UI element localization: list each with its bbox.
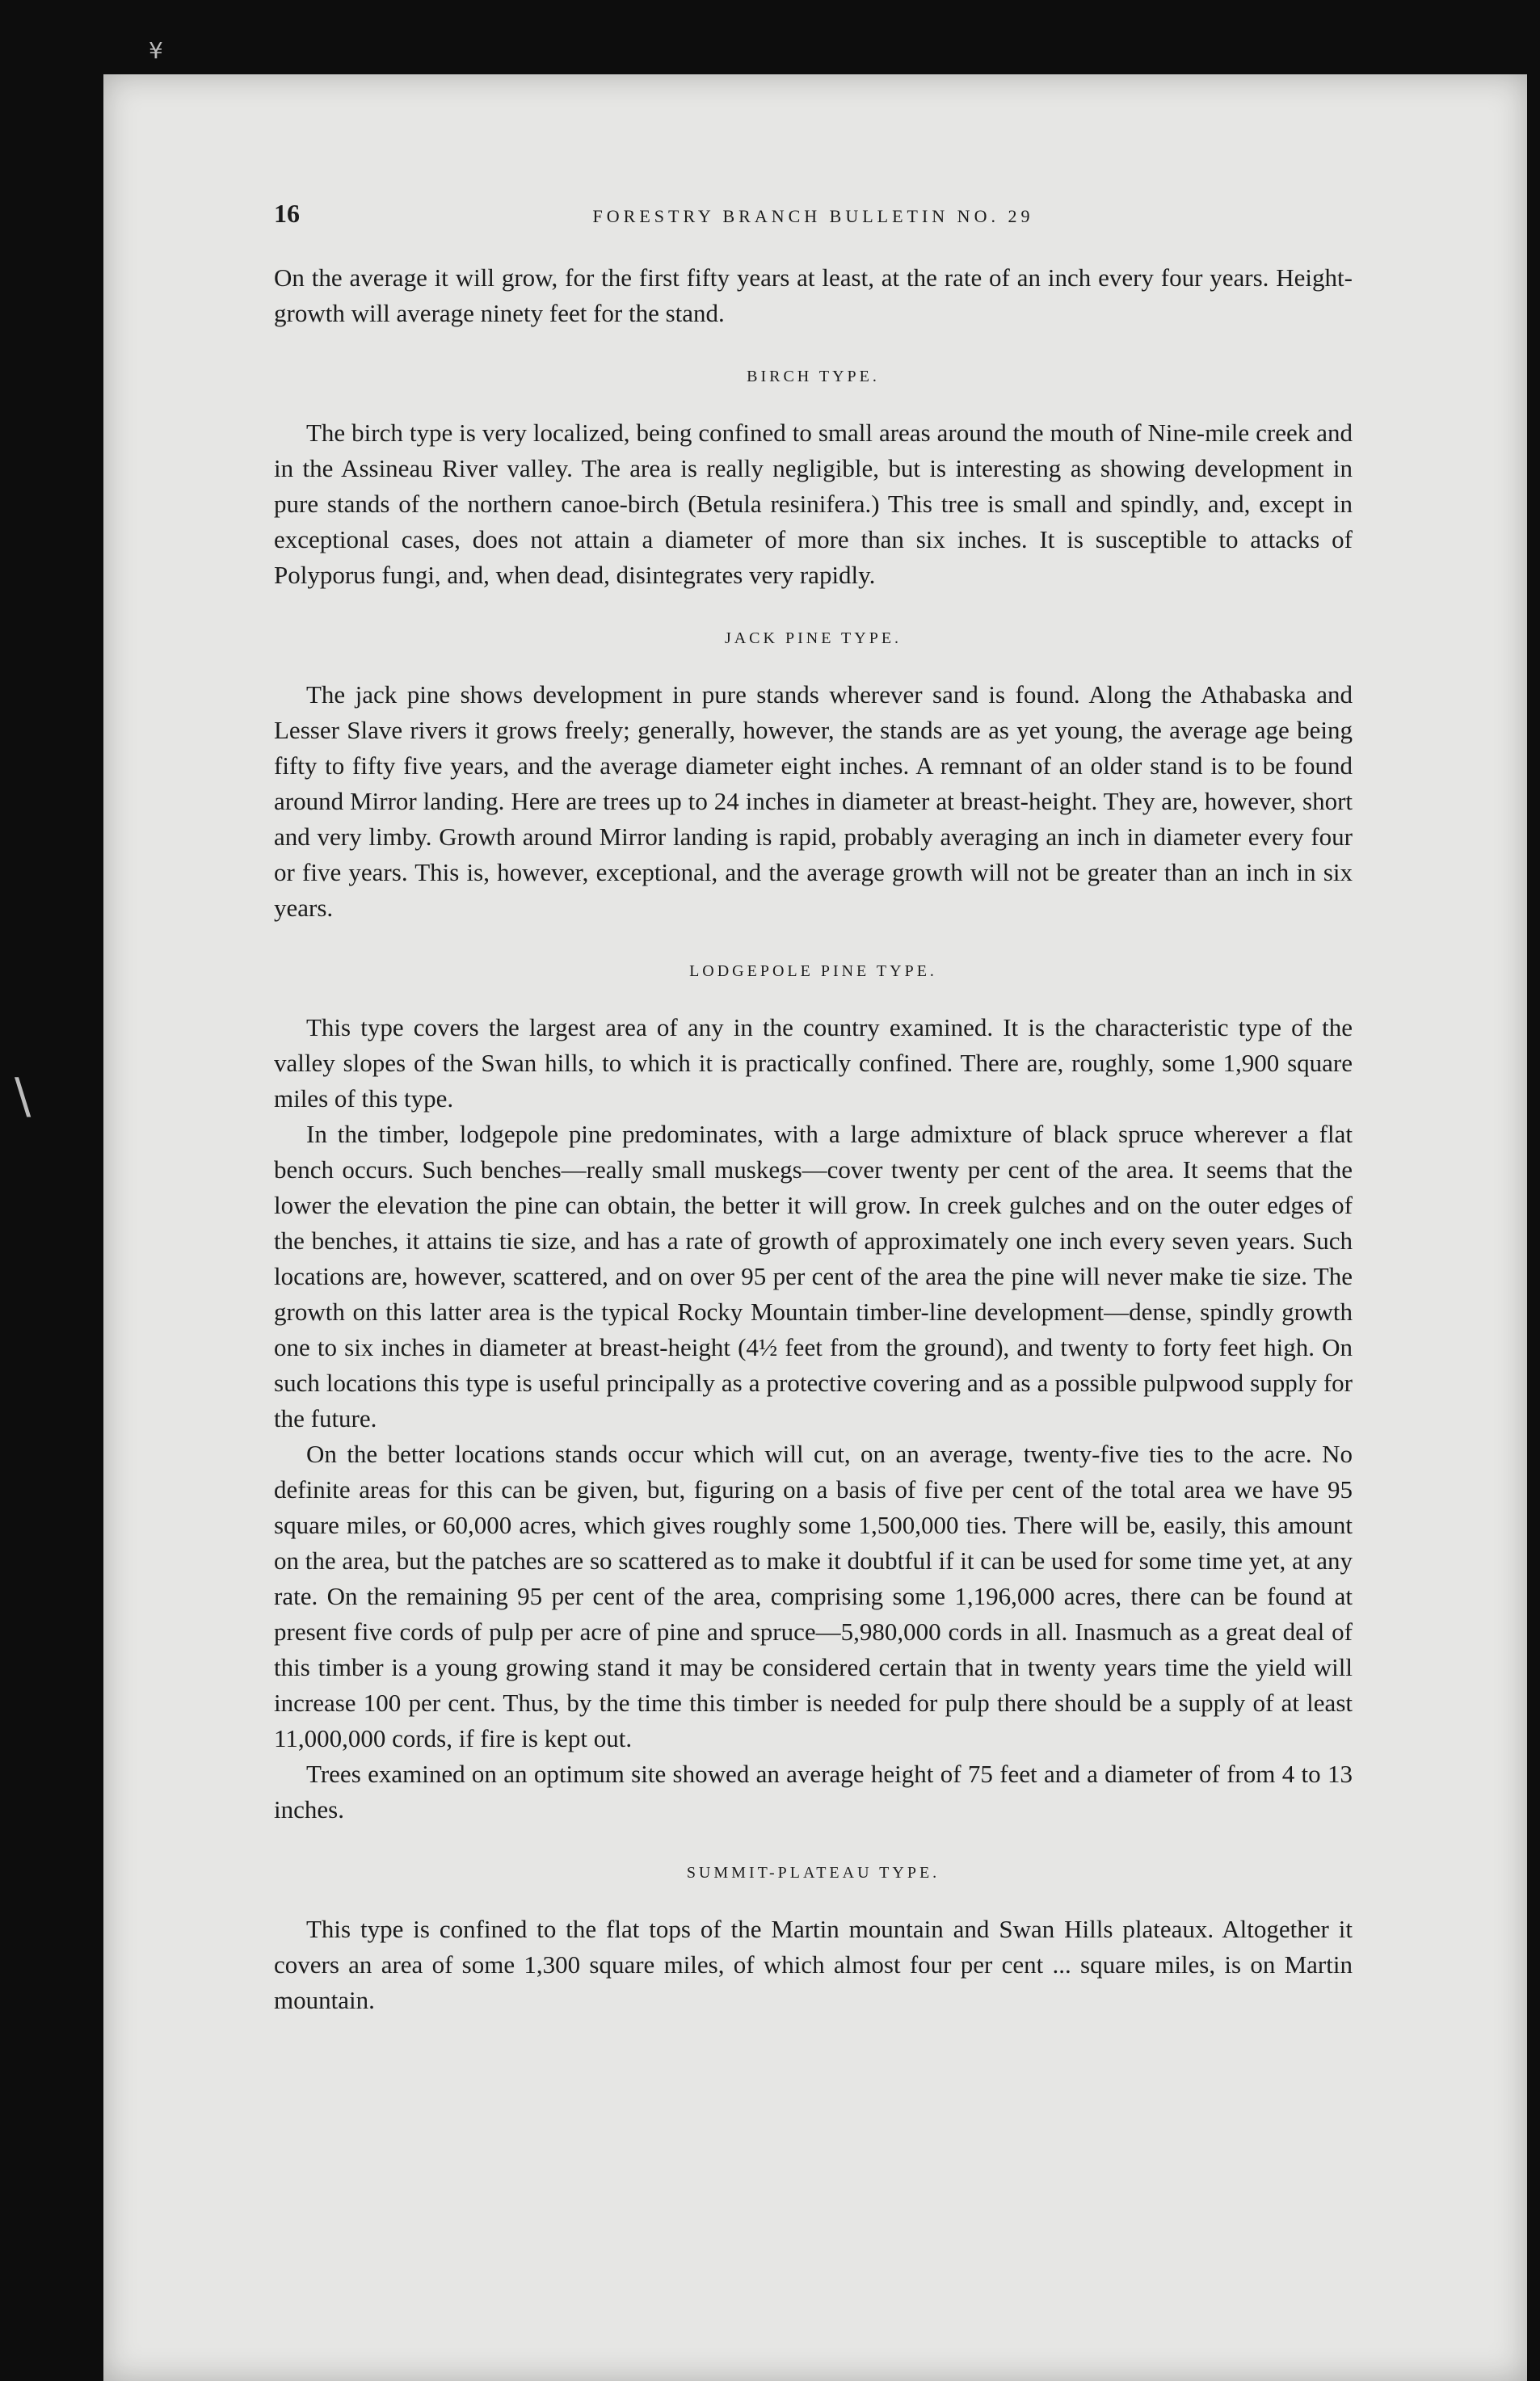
paragraph: The jack pine shows development in pure stands wherever sand is found. Along the Athabaska and Lesser Slave rivers it grows freely; generally, however, the stands are as yet young, the average age being fifty to fifty five years, and the average diameter eight inches. A remnant of an older stand is to be found around Mirror landing. Here are trees up to 24 inches in diameter at breast-height. They are, however, short and very limby. Growth around Mirror landing is rapid, probably averaging an inch in diameter every four or five years. This is, however, exceptional, and the average growth will not be greater than an inch in six years. (274, 680, 1353, 922)
section-intro (274, 260, 1353, 331)
section-heading: JACK PINE TYPE. (724, 629, 903, 647)
page-content (274, 196, 1353, 2018)
scanned-page (15, 37, 1527, 2381)
section-jack-pine-type (274, 620, 1353, 926)
scan-mark-top: ¥ (149, 37, 163, 64)
paragraph: The birch type is very localized, being confined to small areas around the mouth of Nine-mile creek and in the Assineau River valley. The area is really negligible, but is interesting as showing development in pure stands of the northern canoe-birch (Betula resinifera.) This tree is small and spindly, and, except in exceptional cases, does not attain a diameter of more than six inches. It is susceptible to attacks of Polyporus fungi, and, when dead, disintegrates very rapidly. (274, 419, 1353, 589)
section-heading: LODGEPOLE PINE TYPE. (689, 962, 937, 980)
page-number: 16 (274, 199, 300, 228)
paragraph: In the timber, lodgepole pine predominates, with a large admixture of black spruce wherever a flat bench occurs. Such benches—really small muskegs—cover twenty per cent of the area. It seems that the lower the elevation the pine can obtain, the better it will grow. In creek gulches and on the outer edges of the benches, it attains tie size, and has a rate of growth of approximately one inch every seven years. Such locations are, however, scattered, and on over 95 per cent of the area the pine will never make tie size. The growth on this latter area is the typical Rocky Mountain timber-line development—dense, spindly growth one to six inches in diameter at breast-height (4½ feet from the ground), and twenty to forty feet high. On such locations this type is useful principally as a protective covering and as a possible pulpwood supply for the future. (274, 1120, 1353, 1432)
paragraph: This type is confined to the flat tops of the Martin mountain and Swan Hills plateaux. Altogether it covers an area of some 1,300 square miles, of which almost four per cent ... square miles, is on Martin mountain. (274, 1915, 1353, 2014)
paragraph: On the average it will grow, for the first fifty years at least, at the rate of an inch every four years. Height-growth will average ninety feet for the stand. (274, 263, 1353, 327)
section-heading: SUMMIT-PLATEAU TYPE. (686, 1864, 940, 1882)
paragraph: On the better locations stands occur which will cut, on an average, twenty-five ties to the acre. No definite areas for this can be given, but, figuring on a basis of five per cent of the total area we have 95 square miles, or 60,000 acres, which gives roughly some 1,500,000 ties. There will be, easily, this amount on the area, but the patches are so scattered as to make it doubtful if it can be used for some time yet, at any rate. On the remaining 95 per cent of the area, comprising some 1,196,000 acres, there can be found at present five cords of pulp per acre of pine and spruce—5,980,000 cords in all. Inasmuch as a great deal of this timber is a young growing stand it may be considered certain that in twenty years time the yield will increase 100 per cent. Thus, by the time this timber is needed for pulp there should be a supply of at least 11,000,000 cords, if fire is kept out. (274, 1440, 1353, 1752)
section-heading: BIRCH TYPE. (747, 368, 880, 385)
scan-mark-left: \ (15, 1068, 32, 1125)
paragraph: This type covers the largest area of any in the country examined. It is the characteristic type of the valley slopes of the Swan hills, to which it is practically confined. There are, roughly, some 1,900 square miles of this type. (274, 1013, 1353, 1113)
section-birch-type (274, 359, 1353, 593)
section-summit-plateau-type (274, 1855, 1353, 2018)
running-title: FORESTRY BRANCH BULLETIN NO. 29 (592, 206, 1034, 226)
running-head (274, 196, 1353, 244)
paragraph: Trees examined on an optimum site showed an average height of 75 feet and a diameter of from 4 to 13 inches. (274, 1760, 1353, 1824)
section-lodgepole-pine-type (274, 953, 1353, 1828)
